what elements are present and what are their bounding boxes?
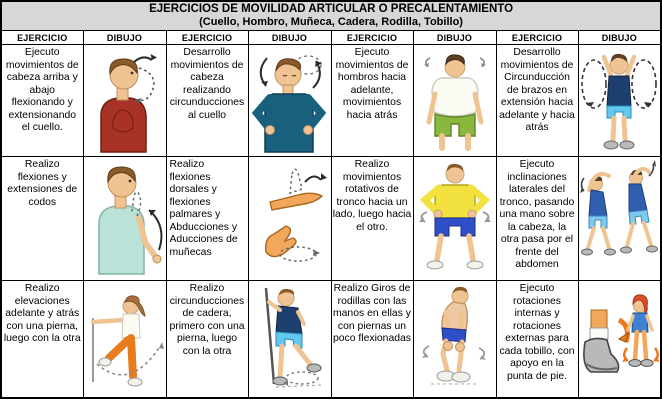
exercise-lateral-inclination: Ejecuto inclinaciones laterales del tronco, pasando una mano sobre la cabeza, la otra pasa por el frente del abdomen [496, 157, 578, 281]
elbow-flexion-icon [85, 160, 165, 278]
page-subtitle: (Cuello, Hombro, Muñeca, Cadera, Rodilla, Tobillo) [199, 16, 463, 28]
exercise-neck-flexion: Ejecuto movimientos de cabeza arriba y abajo flexionando y extensionando el cuello. [1, 45, 83, 157]
drawing-cell-trunk-rotation [413, 157, 496, 281]
exercise-leg-elevation: Realizo elevaciones adelante y atrás con una pierna, luego con la otra [1, 281, 83, 398]
exercise-knee-rotation: Realizo Giros de rodillas con las manos en ellas y con piernas un poco flexionadas [331, 281, 413, 398]
knee-rotation-icon [415, 284, 495, 394]
drawing-cell-neck-flexion [83, 45, 166, 157]
col-header-ejercicio-2: EJERCICIO [166, 31, 248, 45]
exercise-neck-circumduction: Desarrollo movimientos de cabeza realizando circunducciones al cuello [166, 45, 248, 157]
ankle-rotation-icon [579, 284, 659, 394]
drawing-cell-elbow-flexion [83, 157, 166, 281]
neck-circumduction-icon [250, 48, 330, 154]
wrist-flexion-icon [250, 160, 330, 278]
exercise-ankle-rotation: Ejecuto rotaciones internas y rotaciones externas para cada tobillo, con apoyo en la punta de pie. [496, 281, 578, 398]
drawing-cell-arm-circumduction [578, 45, 661, 157]
col-header-dibujo-2: DIBUJO [248, 31, 331, 45]
exercise-elbow-flexion: Realizo flexiones y extensiones de codos [1, 157, 83, 281]
column-header-row [1, 31, 661, 45]
exercise-trunk-rotation: Realizo movimientos rotativos de tronco hacia un lado, luego hacia el otro. [331, 157, 413, 281]
page-title: EJERCICIOS DE MOVILIDAD ARTICULAR O PRECALENTAMIENTO [149, 3, 514, 15]
shoulder-roll-icon [415, 48, 495, 154]
hip-circumduction-icon [250, 284, 330, 394]
trunk-rotation-icon [415, 160, 495, 278]
drawing-cell-neck-circumduction [248, 45, 331, 157]
drawing-cell-lateral-inclination [578, 157, 661, 281]
drawing-cell-hip-circumduction [248, 281, 331, 398]
drawing-cell-ankle-rotation [578, 281, 661, 398]
lateral-bend-icon [579, 160, 659, 278]
drawing-cell-wrist-movements [248, 157, 331, 281]
leg-swing-icon [85, 284, 165, 394]
col-header-dibujo-4: DIBUJO [578, 31, 661, 45]
head-flexion-icon [85, 48, 165, 154]
exercise-shoulder-movement: Ejecuto movimientos de hombros hacia adelante, movimientos hacia atrás [331, 45, 413, 157]
table-row [1, 281, 661, 398]
table-row [1, 157, 661, 281]
drawing-cell-knee-rotation [413, 281, 496, 398]
col-header-ejercicio-3: EJERCICIO [331, 31, 413, 45]
drawing-cell-shoulder-movement [413, 45, 496, 157]
arm-circumduction-icon [579, 48, 659, 154]
drawing-cell-leg-elevation [83, 281, 166, 398]
col-header-ejercicio-1: EJERCICIO [1, 31, 83, 45]
table-row [1, 45, 661, 157]
table-title-block [1, 1, 661, 31]
exercise-wrist-movements: Realizo flexiones dorsales y flexiones palmares y Abducciones y Aducciones de muñecas [166, 157, 248, 281]
col-header-dibujo-3: DIBUJO [413, 31, 496, 45]
exercise-hip-circumduction: Realizo circunducciones de cadera, primero con una pierna, luego con la otra [166, 281, 248, 398]
col-header-ejercicio-4: EJERCICIO [496, 31, 578, 45]
col-header-dibujo-1: DIBUJO [83, 31, 166, 45]
exercise-arm-circumduction: Desarrollo movimientos de Circunducción de brazos en extensión hacia adelante y hacia atrás [496, 45, 578, 157]
